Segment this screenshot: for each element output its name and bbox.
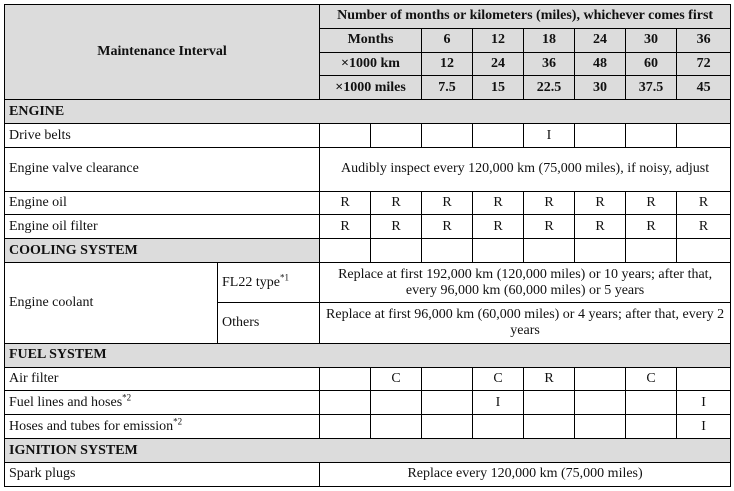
miles-value: 22.5 bbox=[524, 76, 575, 100]
emission-hoses-row bbox=[5, 415, 731, 439]
spark-plugs-note: Replace every 120,000 km (75,000 miles) bbox=[320, 462, 731, 486]
schedule-cell bbox=[473, 124, 524, 148]
cooling-section-title: COOLING SYSTEM bbox=[5, 239, 320, 263]
empty-cell bbox=[626, 239, 677, 263]
schedule-cell bbox=[575, 415, 626, 439]
miles-value: 7.5 bbox=[422, 76, 473, 100]
engine-coolant-label: Engine coolant bbox=[5, 262, 218, 343]
schedule-cell bbox=[320, 415, 371, 439]
empty-cell bbox=[677, 239, 731, 263]
months-value: 18 bbox=[524, 28, 575, 52]
miles-label: ×1000 miles bbox=[320, 76, 422, 100]
schedule-cell bbox=[575, 124, 626, 148]
cooling-section-row bbox=[5, 239, 731, 263]
engine-section-title: ENGINE bbox=[5, 100, 731, 124]
schedule-cell: R bbox=[575, 215, 626, 239]
schedule-cell bbox=[677, 124, 731, 148]
drive-belts-label: Drive belts bbox=[5, 124, 320, 148]
interval-banner: Number of months or kilometers (miles), whichever comes first bbox=[320, 5, 731, 29]
schedule-cell: R bbox=[371, 191, 422, 215]
ignition-section-title: IGNITION SYSTEM bbox=[5, 439, 731, 463]
engine-oil-filter-label: Engine oil filter bbox=[5, 215, 320, 239]
km-value: 60 bbox=[626, 52, 677, 76]
air-filter-row bbox=[5, 367, 731, 391]
miles-value: 37.5 bbox=[626, 76, 677, 100]
schedule-cell: R bbox=[626, 215, 677, 239]
schedule-cell: R bbox=[677, 191, 731, 215]
schedule-cell: R bbox=[524, 215, 575, 239]
miles-value: 45 bbox=[677, 76, 731, 100]
miles-value: 30 bbox=[575, 76, 626, 100]
km-value: 48 bbox=[575, 52, 626, 76]
km-value: 12 bbox=[422, 52, 473, 76]
fuel-section-title: FUEL SYSTEM bbox=[5, 343, 731, 367]
footnote-marker: *2 bbox=[173, 416, 183, 427]
months-label: Months bbox=[320, 28, 422, 52]
schedule-cell: R bbox=[473, 191, 524, 215]
schedule-cell: I bbox=[473, 391, 524, 415]
schedule-cell: R bbox=[371, 215, 422, 239]
months-value: 12 bbox=[473, 28, 524, 52]
schedule-cell: C bbox=[371, 367, 422, 391]
schedule-cell: R bbox=[677, 215, 731, 239]
schedule-cell: R bbox=[422, 215, 473, 239]
fuel-section-row bbox=[5, 343, 731, 367]
schedule-cell bbox=[473, 415, 524, 439]
schedule-cell: R bbox=[320, 215, 371, 239]
engine-oil-filter-row bbox=[5, 215, 731, 239]
empty-cell bbox=[422, 239, 473, 263]
others-coolant-note: Replace at first 96,000 km (60,000 miles) or 4 years; after that, every 2 years bbox=[320, 303, 731, 343]
months-value: 24 bbox=[575, 28, 626, 52]
schedule-cell bbox=[422, 415, 473, 439]
valve-clearance-row bbox=[5, 147, 731, 191]
schedule-cell bbox=[524, 415, 575, 439]
schedule-cell: I bbox=[677, 415, 731, 439]
km-value: 36 bbox=[524, 52, 575, 76]
schedule-cell bbox=[371, 124, 422, 148]
empty-cell bbox=[575, 239, 626, 263]
schedule-cell: I bbox=[677, 391, 731, 415]
km-value: 24 bbox=[473, 52, 524, 76]
schedule-cell bbox=[320, 391, 371, 415]
empty-cell bbox=[371, 239, 422, 263]
schedule-cell bbox=[626, 391, 677, 415]
engine-section-row bbox=[5, 100, 731, 124]
schedule-cell: C bbox=[626, 367, 677, 391]
schedule-cell bbox=[422, 391, 473, 415]
ignition-section-row bbox=[5, 439, 731, 463]
schedule-cell bbox=[320, 124, 371, 148]
schedule-cell: R bbox=[473, 215, 524, 239]
schedule-cell bbox=[422, 124, 473, 148]
km-label: ×1000 km bbox=[320, 52, 422, 76]
schedule-cell bbox=[575, 367, 626, 391]
fl22-type-label: FL22 type$^{*1}$ bbox=[218, 262, 320, 302]
coolant-fl22-row bbox=[5, 262, 731, 302]
spark-plugs-row bbox=[5, 462, 731, 486]
header-banner-row bbox=[5, 5, 731, 29]
schedule-cell: C bbox=[473, 367, 524, 391]
schedule-cell bbox=[320, 367, 371, 391]
valve-clearance-label: Engine valve clearance bbox=[5, 147, 320, 191]
spark-plugs-label: Spark plugs bbox=[5, 462, 320, 486]
schedule-cell bbox=[575, 391, 626, 415]
miles-value: 15 bbox=[473, 76, 524, 100]
schedule-cell: R bbox=[626, 191, 677, 215]
fuel-lines-label: Fuel lines and hoses$^{*2}$ bbox=[5, 391, 320, 415]
schedule-cell: R bbox=[524, 191, 575, 215]
fuel-lines-row bbox=[5, 391, 731, 415]
fl22-coolant-note: Replace at first 192,000 km (120,000 miles) or 10 years; after that, every 96,000 km (60,000 miles) or 5 years bbox=[320, 262, 731, 302]
footnote-marker: *2 bbox=[122, 392, 132, 403]
emission-hoses-label: Hoses and tubes for emission$^{*2}$ bbox=[5, 415, 320, 439]
engine-oil-row bbox=[5, 191, 731, 215]
engine-oil-label: Engine oil bbox=[5, 191, 320, 215]
months-value: 6 bbox=[422, 28, 473, 52]
schedule-cell: R bbox=[575, 191, 626, 215]
schedule-cell: R bbox=[422, 191, 473, 215]
schedule-cell bbox=[626, 415, 677, 439]
schedule-cell bbox=[422, 367, 473, 391]
months-value: 30 bbox=[626, 28, 677, 52]
km-value: 72 bbox=[677, 52, 731, 76]
schedule-cell bbox=[371, 391, 422, 415]
others-coolant-label: Others bbox=[218, 303, 320, 343]
drive-belts-row bbox=[5, 124, 731, 148]
schedule-cell bbox=[677, 367, 731, 391]
schedule-cell bbox=[524, 391, 575, 415]
schedule-cell: I bbox=[524, 124, 575, 148]
schedule-cell bbox=[626, 124, 677, 148]
empty-cell bbox=[524, 239, 575, 263]
empty-cell bbox=[320, 239, 371, 263]
empty-cell bbox=[473, 239, 524, 263]
footnote-marker: *1 bbox=[279, 272, 289, 283]
schedule-cell bbox=[371, 415, 422, 439]
maintenance-interval-header: Maintenance Interval bbox=[5, 5, 320, 100]
schedule-cell: R bbox=[320, 191, 371, 215]
months-value: 36 bbox=[677, 28, 731, 52]
air-filter-label: Air filter bbox=[5, 367, 320, 391]
valve-clearance-note: Audibly inspect every 120,000 km (75,000 miles), if noisy, adjust bbox=[320, 147, 731, 191]
schedule-cell: R bbox=[524, 367, 575, 391]
maintenance-schedule-table bbox=[4, 4, 731, 487]
